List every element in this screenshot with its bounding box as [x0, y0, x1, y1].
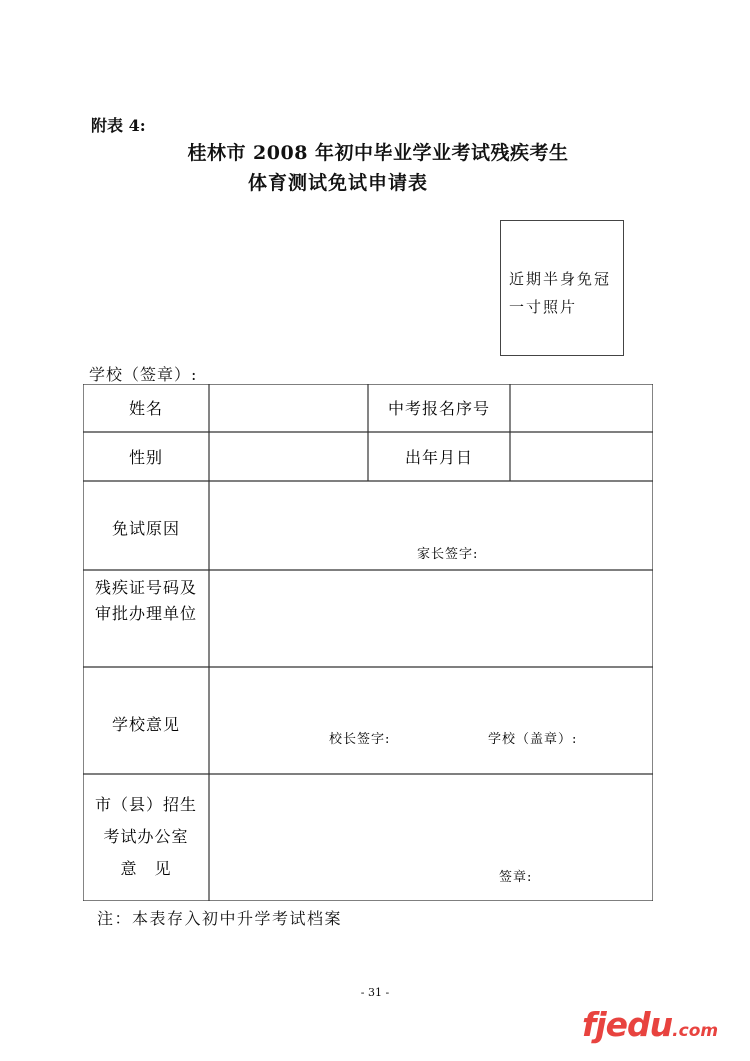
principal-signature-label: 校长签字: [329, 732, 391, 747]
form-title-line2: 体育测试免试申请表 [248, 172, 429, 194]
school-seal-label: 学校（签章）: [89, 365, 198, 384]
watermark-main-text: fjedu [582, 1005, 673, 1044]
photo-box-line2: 一寸照片 [509, 298, 578, 316]
admissions-office-label-line1: 市（县）招生 [94, 795, 198, 814]
form-title-line1: 桂林市 2008 年初中毕业学业考试残疾考生 [187, 142, 569, 164]
photo-box-text [509, 265, 611, 321]
site-watermark-logo [582, 1005, 718, 1044]
exemption-reason-label: 免试原因 [111, 519, 181, 538]
application-form-table [83, 384, 653, 901]
name-label: 姓名 [128, 399, 164, 418]
footer-note: 注：本表存入初中升学考试档案 [97, 909, 343, 928]
admissions-office-label-line2: 考试办公室 [103, 827, 189, 846]
school-stamp-label: 学校（盖章）: [488, 732, 578, 747]
attachment-label: 附表 4: [91, 116, 146, 135]
photo-box [500, 220, 624, 356]
office-signature-label: 签章: [499, 870, 533, 885]
parent-signature-label: 家长签字: [417, 547, 479, 562]
gender-label: 性别 [128, 448, 164, 467]
disability-cert-label-line1: 残疾证号码及 [94, 578, 198, 597]
watermark-suffix-text: .com [672, 1021, 719, 1041]
exam-number-label: 中考报名序号 [387, 399, 491, 418]
birth-date-label: 出年月日 [404, 448, 474, 467]
disability-cert-label-line2: 审批办理单位 [94, 604, 198, 623]
photo-box-line1: 近期半身免冠 [509, 270, 612, 288]
page-number: - 31 - [360, 986, 390, 999]
admissions-office-label-line3: 意 见 [120, 859, 172, 878]
school-opinion-label: 学校意见 [111, 715, 181, 734]
